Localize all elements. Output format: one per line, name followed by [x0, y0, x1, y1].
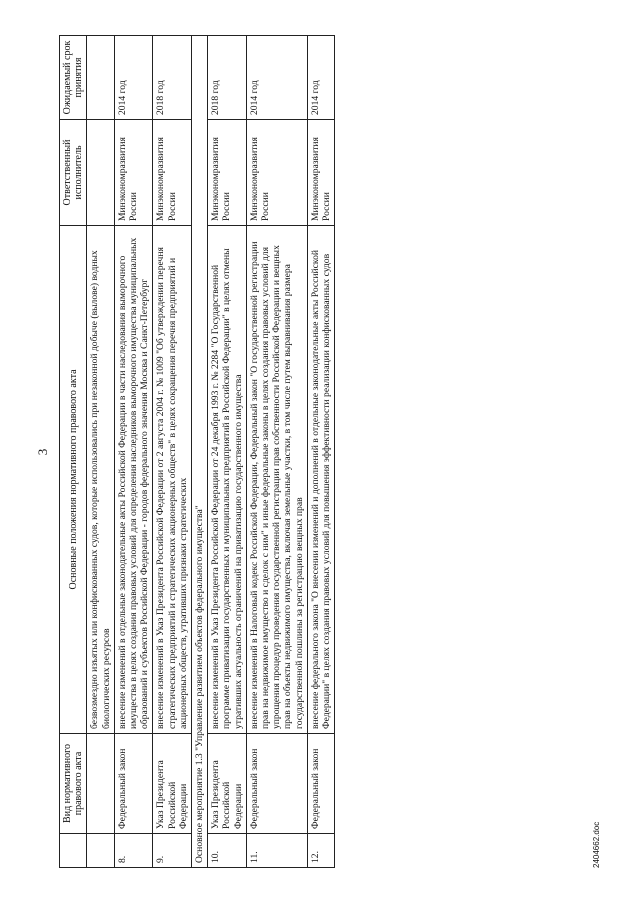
row-number: 9.: [153, 834, 192, 868]
row-number: 11.: [246, 834, 307, 868]
row-executor: Минэкономразвития России: [246, 120, 307, 226]
table-row: [246, 36, 307, 868]
row-number: 8.: [114, 834, 153, 868]
rotated-page: [35, 22, 605, 882]
row-deadline: 2014 год: [246, 36, 307, 120]
header-executor: Ответственный исполнитель: [60, 120, 87, 226]
row-number: 10.: [208, 834, 247, 868]
row-provisions: внесение федерального закона "О внесении изменений и дополнений в отдельные законодательные акты Российской Федерации" в целях создания правовых условий для повышения эффективности реализации конфискованных судов: [307, 226, 334, 734]
table-subheader-row: [192, 36, 208, 868]
table-row: [208, 36, 247, 868]
legal-acts-table: [59, 35, 335, 868]
row-provisions: внесение изменений в отдельные законодательные акты Российской Федерации в части наследования выморочного имущества в целях создания правовых условий для определения наследников выморочного имущества муниципальных образований и субъектов Российской Федерации - городов федерального значения Москва и Санкт-Петербург: [114, 226, 153, 734]
row-executor: [87, 120, 114, 226]
table-row: [153, 36, 192, 868]
row-act-type: [87, 734, 114, 834]
row-number: [87, 834, 114, 868]
row-act-type: Федеральный закон: [246, 734, 307, 834]
row-executor: Минэкономразвития России: [114, 120, 153, 226]
header-act-type: Вид нормативного правового акта: [60, 734, 87, 834]
row-provisions: безвозмездно изъятых или конфискованных судов, которые использовались при незаконной добыче (вылове) водных биологических ресурсов: [87, 226, 114, 734]
row-provisions: внесение изменений в Указ Президента Российской Федерации от 24 декабря 1993 г. № 2284 "О Государственной программе приватизации государственных и муниципальных предприятий в Российской Федерации" в целях отмены утративших актуальность ограничений на приватизацию государственного имущества: [208, 226, 247, 734]
table-body: [87, 36, 335, 868]
row-act-type: Федеральный закон: [114, 734, 153, 834]
document-code: 2404662.doc: [592, 821, 601, 868]
subheader-text: Основное мероприятие 1.3 "Управление развитием объектов федерального имущества": [192, 36, 208, 868]
table-header-row: [60, 36, 87, 868]
row-provisions: внесение изменений в Указ Президента Российской Федерации от 2 августа 2004 г. № 1009 "Об утверждении перечня стратегических предприятий и стратегических акционерных обществ" в целях сокращения перечня предприятий и акционерных обществ, утративших признаки стратегических: [153, 226, 192, 734]
table-row: [114, 36, 153, 868]
row-number: 12.: [307, 834, 334, 868]
row-executor: Минэкономразвития России: [307, 120, 334, 226]
table-row: [307, 36, 334, 868]
header-deadline: Ожидаемый срок принятия: [60, 36, 87, 120]
row-executor: Минэкономразвития России: [153, 120, 192, 226]
row-executor: Минэкономразвития России: [208, 120, 247, 226]
row-deadline: 2014 год: [307, 36, 334, 120]
header-num: [60, 834, 87, 868]
row-deadline: [87, 36, 114, 120]
row-deadline: 2018 год: [208, 36, 247, 120]
row-act-type: Указ Президента Российской Федерации: [208, 734, 247, 834]
table-row: [87, 36, 114, 868]
row-deadline: 2014 год: [114, 36, 153, 120]
header-provisions: Основные положения нормативного правового акта: [60, 226, 87, 734]
row-deadline: 2018 год: [153, 36, 192, 120]
row-provisions: внесение изменений в Налоговый кодекс Российской Федерации, Федеральный закон "О государственной регистрации прав на недвижимое имущество и сделок с ним" и иные федеральные законы в целях создания правовых условий для упрощения процедур проведения государственной регистрации прав собственности Российской Федерации и вещных прав на объекты недвижимого имущества, включая земельные участки, в том числе путем выравнивания размера государственной пошлины за регистрацию вещных прав: [246, 226, 307, 734]
page-number: 3: [35, 448, 50, 456]
row-act-type: Федеральный закон: [307, 734, 334, 834]
row-act-type: Указ Президента Российской Федерации: [153, 734, 192, 834]
